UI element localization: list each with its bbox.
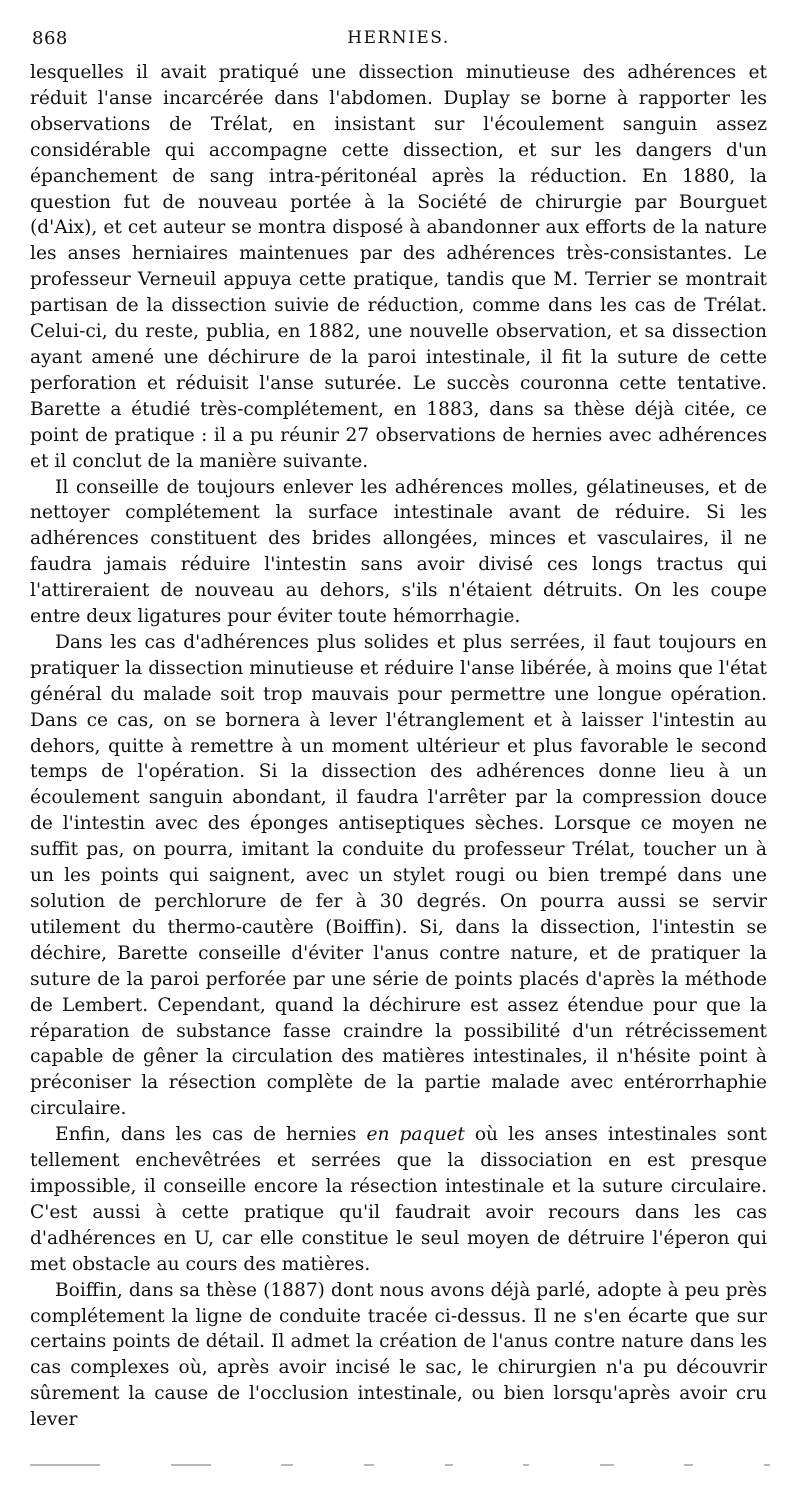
scan-mark [171, 1464, 211, 1466]
paragraph-4-start: Enfin, dans les cas de hernies [55, 1124, 367, 1146]
running-title: HERNIES. [347, 28, 450, 48]
scan-mark [445, 1464, 453, 1466]
italic-en-paquet: en paquet [366, 1124, 465, 1146]
page-number: 868 [32, 28, 68, 49]
scan-mark [281, 1464, 293, 1466]
bottom-scan-artifacts [30, 1462, 770, 1468]
paragraph-3: Dans les cas d'adhérences plus solides et plus serrées, il faut toujours en pratiquer la dissection minutieuse et réduire l'anse libérée, à moins que l'état général du malade soit trop mauvais pour permettre une longue opération. Dans ce cas, on se bornera à lever l'étranglement et à laisser l'intestin au dehors, quitte à remettre à un moment ultérieur et plus favorable le second temps de l'opération. Si la dissection des adhérences donne lieu à un écoulement sanguin abondant, il faudra l'arrêter par la compression douce de l'intestin avec des éponges antiseptiques sèches. Lorsque ce moyen ne suffit pas, on pourra, imitant la conduite du professeur Trélat, toucher un à un les points qui saignent, avec un stylet rougi ou bien trempé dans une solution de perchlorure de fer à 30 degrés. On pourra aussi se servir utilement du thermo-cautère (Boiffin). Si, dans la dissection, l'intestin se déchire, Barette conseille d'éviter l'anus contre nature, et de pratiquer la suture de la paroi perforée par une série de points placés d'après la méthode de Lembert. Cependant, quand la déchirure est assez étendue pour que la réparation de substance fasse craindre la possibilité d'un rétrécissement capable de gêner la circulation des matières intestinales, il n'hésite point à préconiser la résection complète de la partie malade avec entérorrhaphie circulaire. [30, 631, 767, 1120]
scan-mark [364, 1464, 374, 1466]
document-page [30, 28, 767, 1433]
paragraph-2: Il conseille de toujours enlever les adhérences molles, gélatineuses, et de nettoyer complétement la surface intestinale avant de réduire. Si les adhérences constituent des brides allongées, minces et vasculaires, il ne faudra jamais réduire l'intestin sans avoir divisé ces longs tractus qui l'attireraient de nouveau au dehors, s'ils n'étaient détruits. On les coupe entre deux ligatures pour éviter toute hémorrhagie. [30, 476, 767, 628]
paragraph-1: lesquelles il avait pratiqué une dissection minutieuse des adhérences et réduit l'anse incarcérée dans l'abdomen. Duplay se borne à rapporter les observations de Trélat, en insistant sur l'écoulement sanguin assez considérable qui accompagne cette dissection, et sur les dangers d'un épanchement de sang intra-péritonéal après la réduction. En 1880, la question fut de nouveau portée à la Société de chirurgie par Bourguet (d'Aix), et cet auteur se montra disposé à abandonner aux efforts de la nature les anses herniaires maintenues par des adhérences très-consistantes. Le professeur Verneuil appuya cette pratique, tandis que M. Terrier se montrait partisan de la dissection suivie de réduction, comme dans les cas de Trélat. Celui-ci, du reste, publia, en 1882, une nouvelle observation, et sa dissection ayant amené une déchirure de la paroi intestinale, il fit la suture de cette perforation et réduisit l'anse suturée. Le succès couronna cette tentative. Barette a étudié très-complétement, en 1883, dans sa thèse déjà citée, ce point de pratique : il a pu réunir 27 observations de hernies avec adhérences et il conclut de la manière suivante. [30, 62, 767, 472]
scan-mark [764, 1464, 770, 1466]
body-text [30, 60, 767, 1433]
scan-mark [684, 1464, 693, 1466]
paragraph-5: Boiffin, dans sa thèse (1887) dont nous avons déjà parlé, adopte à peu près complétement la ligne de conduite tracée ci-dessus. Il ne s'en écarte que sur certains points de détail. Il admet la création de l'anus contre nature dans les cas complexes où, après avoir incisé le sac, le chirurgien n'a pu découvrir sûrement la cause de l'occlusion intestinale, ou bien lorsqu'après avoir cru lever [30, 1279, 767, 1431]
scan-mark [30, 1464, 100, 1466]
scan-mark [523, 1464, 529, 1466]
scan-mark [600, 1464, 614, 1466]
page-header [30, 28, 767, 54]
paragraph-4-end: où les anses intestinales sont tellement enchevêtrées et serrées que la dissociation en est presque impossible, il conseille encore la résection intestinale et la suture circulaire. C'est aussi à cette pratique qu'il faudrait avoir recours dans les cas d'adhérences en U, car elle constitue le seul moyen de détruire l'éperon qui met obstacle au cours des matières. [30, 1124, 767, 1275]
paragraph-4 [30, 1122, 767, 1277]
